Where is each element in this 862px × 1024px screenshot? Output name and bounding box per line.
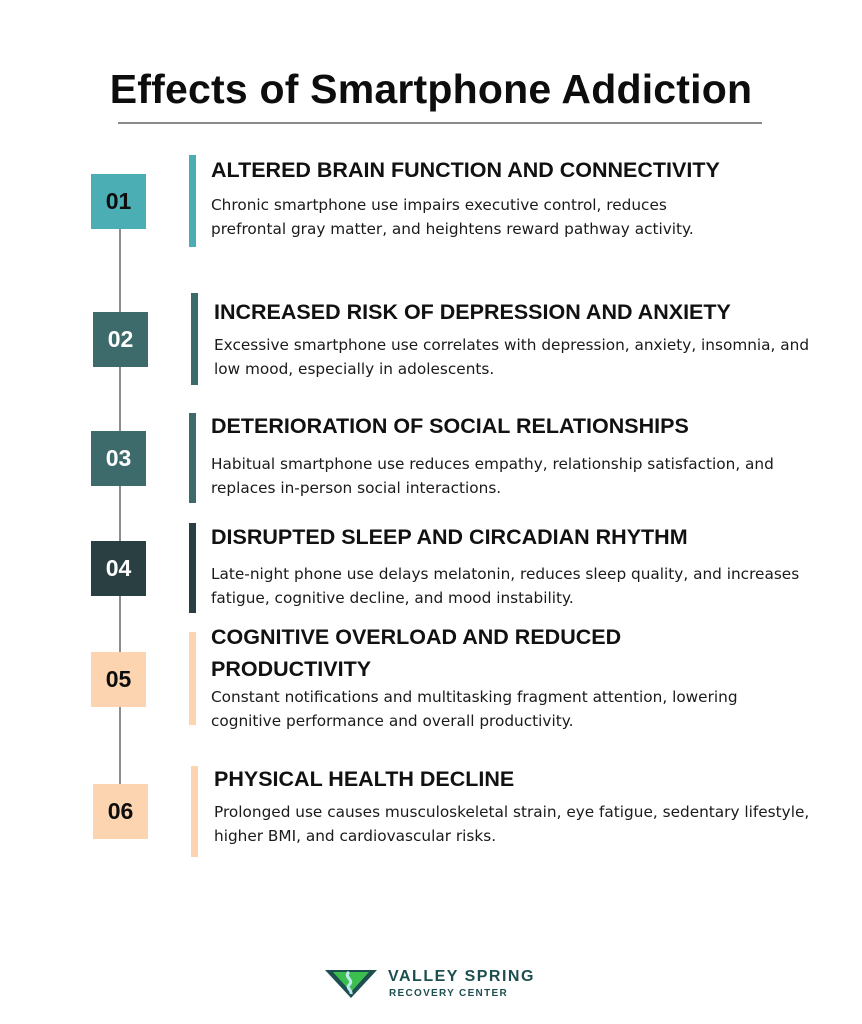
item-accent-bar xyxy=(191,293,198,385)
valley-spring-logo-icon xyxy=(325,968,377,998)
item-description: Habitual smartphone use reduces empathy, relationship satisfaction, and replaces in-person social interactions. xyxy=(211,455,774,497)
item-accent-bar xyxy=(189,413,196,503)
item-description: Late-night phone use delays melatonin, reduces sleep quality, and increases fatigue, cognitive decline, and mood instability. xyxy=(211,565,800,607)
item-number-badge: 02 xyxy=(93,312,148,367)
title-divider xyxy=(118,122,762,124)
item-description: Prolonged use causes musculoskeletal strain, eye fatigue, sedentary lifestyle, higher BMI, and cardiovascular risks. xyxy=(214,803,810,845)
item-title: COGNITIVE OVERLOAD AND REDUCED PRODUCTIVITY xyxy=(211,625,622,681)
item-title: INCREASED RISK OF DEPRESSION AND ANXIETY xyxy=(214,300,731,324)
logo-subtitle: RECOVERY CENTER xyxy=(389,988,508,999)
item-accent-bar xyxy=(189,523,196,613)
item-number-badge: 05 xyxy=(91,652,146,707)
item-accent-bar xyxy=(189,155,196,247)
item-accent-bar xyxy=(191,766,198,857)
item-number-badge: 04 xyxy=(91,541,146,596)
item-number-badge: 01 xyxy=(91,174,146,229)
item-description: Constant notifications and multitasking fragment attention, lowering cognitive performance and overall productivity. xyxy=(211,688,738,730)
item-description: Excessive smartphone use correlates with depression, anxiety, insomnia, and low mood, especially in adolescents. xyxy=(214,336,810,378)
item-title: ALTERED BRAIN FUNCTION AND CONNECTIVITY xyxy=(211,158,720,182)
item-description: Chronic smartphone use impairs executive control, reduces prefrontal gray matter, and heightens reward pathway activity. xyxy=(211,196,694,238)
item-title: DISRUPTED SLEEP AND CIRCADIAN RHYTHM xyxy=(211,525,688,549)
item-accent-bar xyxy=(189,632,196,725)
item-title: PHYSICAL HEALTH DECLINE xyxy=(214,767,515,791)
item-number-badge: 06 xyxy=(93,784,148,839)
page-title: Effects of Smartphone Addiction xyxy=(109,66,753,112)
logo-name: VALLEY SPRING xyxy=(388,968,535,985)
item-number-badge: 03 xyxy=(91,431,146,486)
item-title: DETERIORATION OF SOCIAL RELATIONSHIPS xyxy=(211,414,689,438)
